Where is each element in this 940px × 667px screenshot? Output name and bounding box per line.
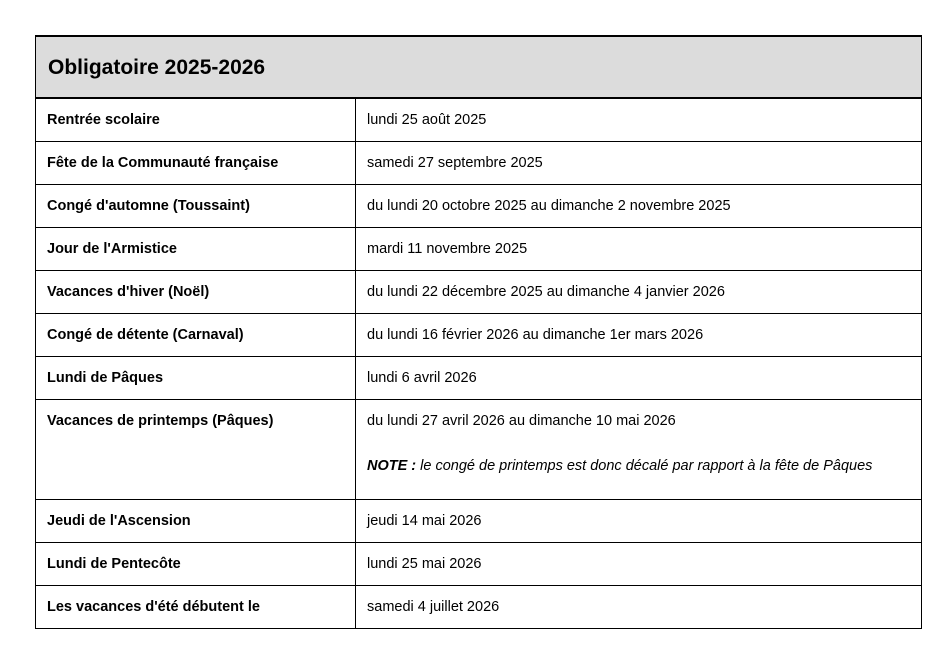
row-label: Vacances de printemps (Pâques) bbox=[36, 400, 356, 500]
row-value: du lundi 22 décembre 2025 au dimanche 4 janvier 2026 bbox=[356, 271, 922, 314]
row-label: Congé d'automne (Toussaint) bbox=[36, 185, 356, 228]
table-row bbox=[36, 142, 922, 185]
row-value-with-note bbox=[356, 400, 922, 500]
row-label: Lundi de Pentecôte bbox=[36, 543, 356, 586]
table-row bbox=[36, 98, 922, 142]
row-value: mardi 11 novembre 2025 bbox=[356, 228, 922, 271]
row-label: Vacances d'hiver (Noël) bbox=[36, 271, 356, 314]
row-label: Jour de l'Armistice bbox=[36, 228, 356, 271]
school-calendar-table bbox=[35, 35, 922, 629]
table-row bbox=[36, 357, 922, 400]
row-label: Lundi de Pâques bbox=[36, 357, 356, 400]
row-value: du lundi 20 octobre 2025 au dimanche 2 novembre 2025 bbox=[356, 185, 922, 228]
row-label: Jeudi de l'Ascension bbox=[36, 500, 356, 543]
table-row bbox=[36, 228, 922, 271]
table-row bbox=[36, 543, 922, 586]
table-row bbox=[36, 185, 922, 228]
row-value: samedi 4 juillet 2026 bbox=[356, 586, 922, 629]
row-label: Les vacances d'été débutent le bbox=[36, 586, 356, 629]
row-value: lundi 25 août 2025 bbox=[356, 98, 922, 142]
row-label: Congé de détente (Carnaval) bbox=[36, 314, 356, 357]
table-row bbox=[36, 314, 922, 357]
note-label: NOTE : bbox=[367, 458, 417, 474]
row-label: Fête de la Communauté française bbox=[36, 142, 356, 185]
table-row bbox=[36, 271, 922, 314]
table-row bbox=[36, 586, 922, 629]
row-value: du lundi 16 février 2026 au dimanche 1er mars 2026 bbox=[356, 314, 922, 357]
row-value: lundi 25 mai 2026 bbox=[356, 543, 922, 586]
table-row bbox=[36, 500, 922, 543]
note-body: le congé de printemps est donc décalé par rapport à la fête de Pâques bbox=[416, 458, 873, 474]
table-row bbox=[36, 400, 922, 500]
row-label: Rentrée scolaire bbox=[36, 98, 356, 142]
row-value: lundi 6 avril 2026 bbox=[356, 357, 922, 400]
table-title: Obligatoire 2025-2026 bbox=[36, 36, 922, 98]
row-value: jeudi 14 mai 2026 bbox=[356, 500, 922, 543]
row-value: du lundi 27 avril 2026 au dimanche 10 mai 2026 bbox=[367, 413, 676, 429]
row-value: samedi 27 septembre 2025 bbox=[356, 142, 922, 185]
table-header-row bbox=[36, 36, 922, 98]
note-text bbox=[367, 458, 910, 475]
